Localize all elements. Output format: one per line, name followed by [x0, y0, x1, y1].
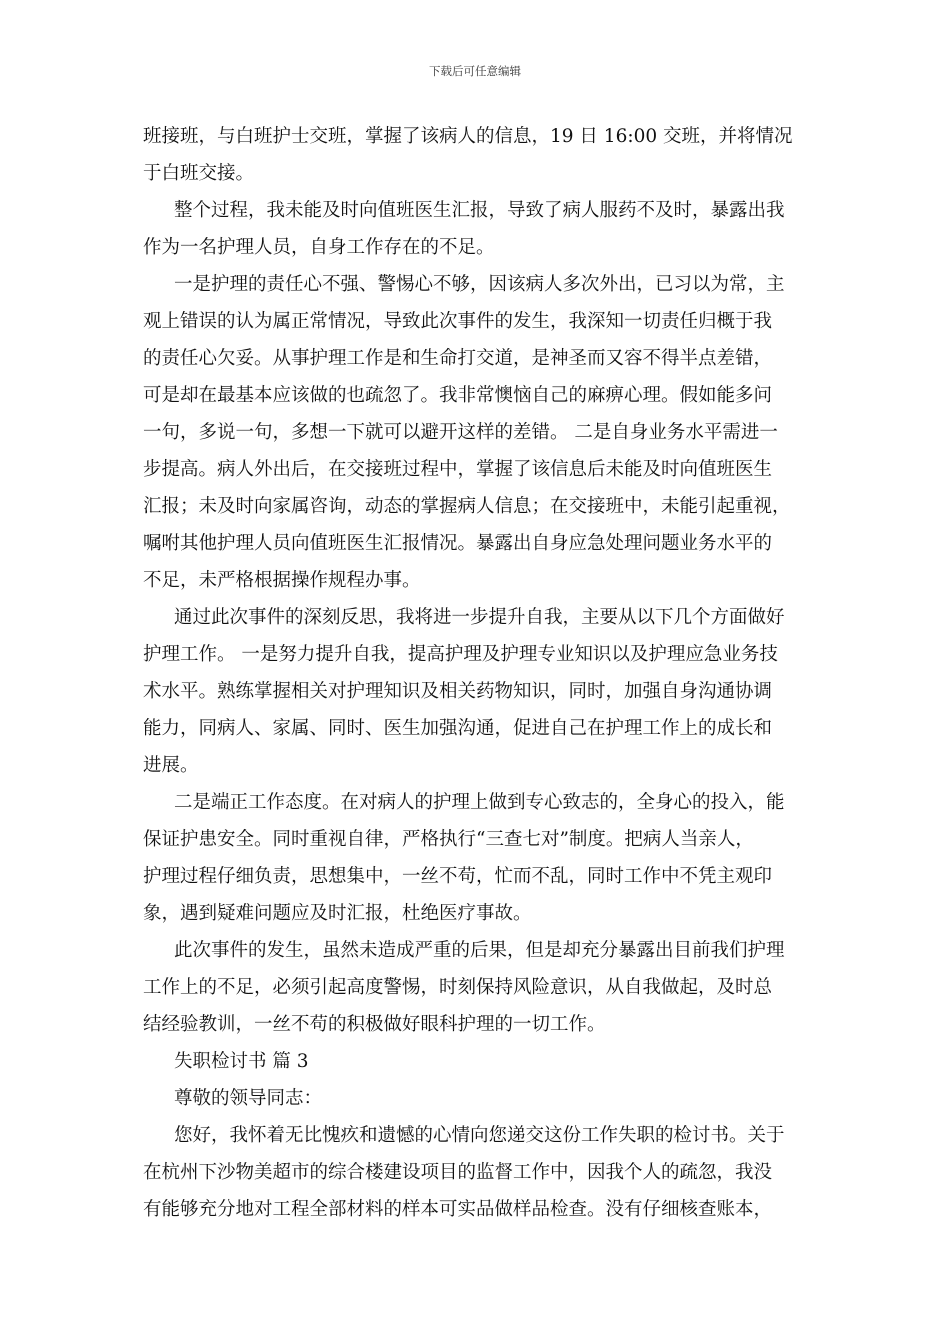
text-line: 结经验教训，一丝不苟的积极做好眼科护理的一切工作。	[143, 1014, 606, 1035]
text-line: 一句，多说一句，多想一下就可以避开这样的差错。 二是自身业务水平需进一	[143, 422, 778, 443]
text-line: 可是却在最基本应该做的也疏忽了。我非常懊恼自己的麻痹心理。假如能多问	[143, 385, 773, 406]
text-line: 于白班交接。	[143, 163, 255, 184]
text-line: 嘱咐其他护理人员向值班医生汇报情况。暴露出自身应急处理问题业务水平的	[143, 533, 773, 554]
text-line: 步提高。病人外出后，在交接班过程中，掌握了该信息后未能及时向值班医生	[143, 459, 773, 480]
text-line: 汇报；未及时向家属咨询，动态的掌握病人信息；在交接班中，未能引起重视，	[143, 496, 791, 517]
page-header: 下载后可任意编辑	[429, 64, 521, 78]
section-heading: 失职检讨书 篇 3	[174, 1051, 309, 1072]
text-line: 在杭州下沙物美超市的综合楼建设项目的监督工作中，因我个人的疏忽，我没	[143, 1162, 773, 1183]
text-line: 进展。	[143, 755, 199, 776]
text-line: 不足，未严格根据操作规程办事。	[143, 570, 421, 591]
text-line: 术水平。熟练掌握相关对护理知识及相关药物知识，同时，加强自身沟通协调	[143, 681, 773, 702]
text-line: 一是护理的责任心不强、警惕心不够，因该病人多次外出，已习以为常，主	[174, 274, 785, 295]
text-line: 工作上的不足，必须引起高度警惕，时刻保持风险意识，从自我做起，及时总	[143, 977, 773, 998]
text-line: 能力，同病人、家属、同时、医生加强沟通，促进自己在护理工作上的成长和	[143, 718, 773, 739]
text-line: 有能够充分地对工程全部材料的样本可实品做样品检查。没有仔细核查账本，	[143, 1199, 773, 1220]
salutation: 尊敬的领导同志：	[174, 1088, 323, 1109]
text-line: 观上错误的认为属正常情况，导致此次事件的发生，我深知一切责任归概于我	[143, 311, 773, 332]
text-line: 象，遇到疑难问题应及时汇报，杜绝医疗事故。	[143, 903, 532, 924]
text-line: 作为一名护理人员，自身工作存在的不足。	[143, 237, 495, 258]
text-line: 整个过程，我未能及时向值班医生汇报，导致了病人服药不及时，暴露出我	[174, 200, 785, 221]
text-line: 护理工作。 一是努力提升自我，提高护理及护理专业知识以及护理应急业务技	[143, 644, 778, 665]
text-line: 二是端正工作态度。在对病人的护理上做到专心致志的，全身心的投入，能	[174, 792, 785, 813]
text-line: 班接班，与白班护士交班，掌握了该病人的信息，19 日 16:00 交班，并将情况	[143, 126, 793, 147]
text-line: 的责任心欠妥。从事护理工作是和生命打交道，是神圣而又容不得半点差错，	[143, 348, 773, 369]
text-line: 您好，我怀着无比愧疚和遗憾的心情向您递交这份工作失职的检讨书。关于	[174, 1125, 785, 1146]
text-line: 保证护患安全。同时重视自律，严格执行“三查七对”制度。把病人当亲人，	[143, 829, 754, 850]
text-line: 通过此次事件的深刻反思，我将进一步提升自我，主要从以下几个方面做好	[174, 607, 785, 628]
text-line: 护理过程仔细负责，思想集中，一丝不苟，忙而不乱，同时工作中不凭主观印	[143, 866, 773, 887]
text-line: 此次事件的发生，虽然未造成严重的后果，但是却充分暴露出目前我们护理	[174, 940, 785, 961]
